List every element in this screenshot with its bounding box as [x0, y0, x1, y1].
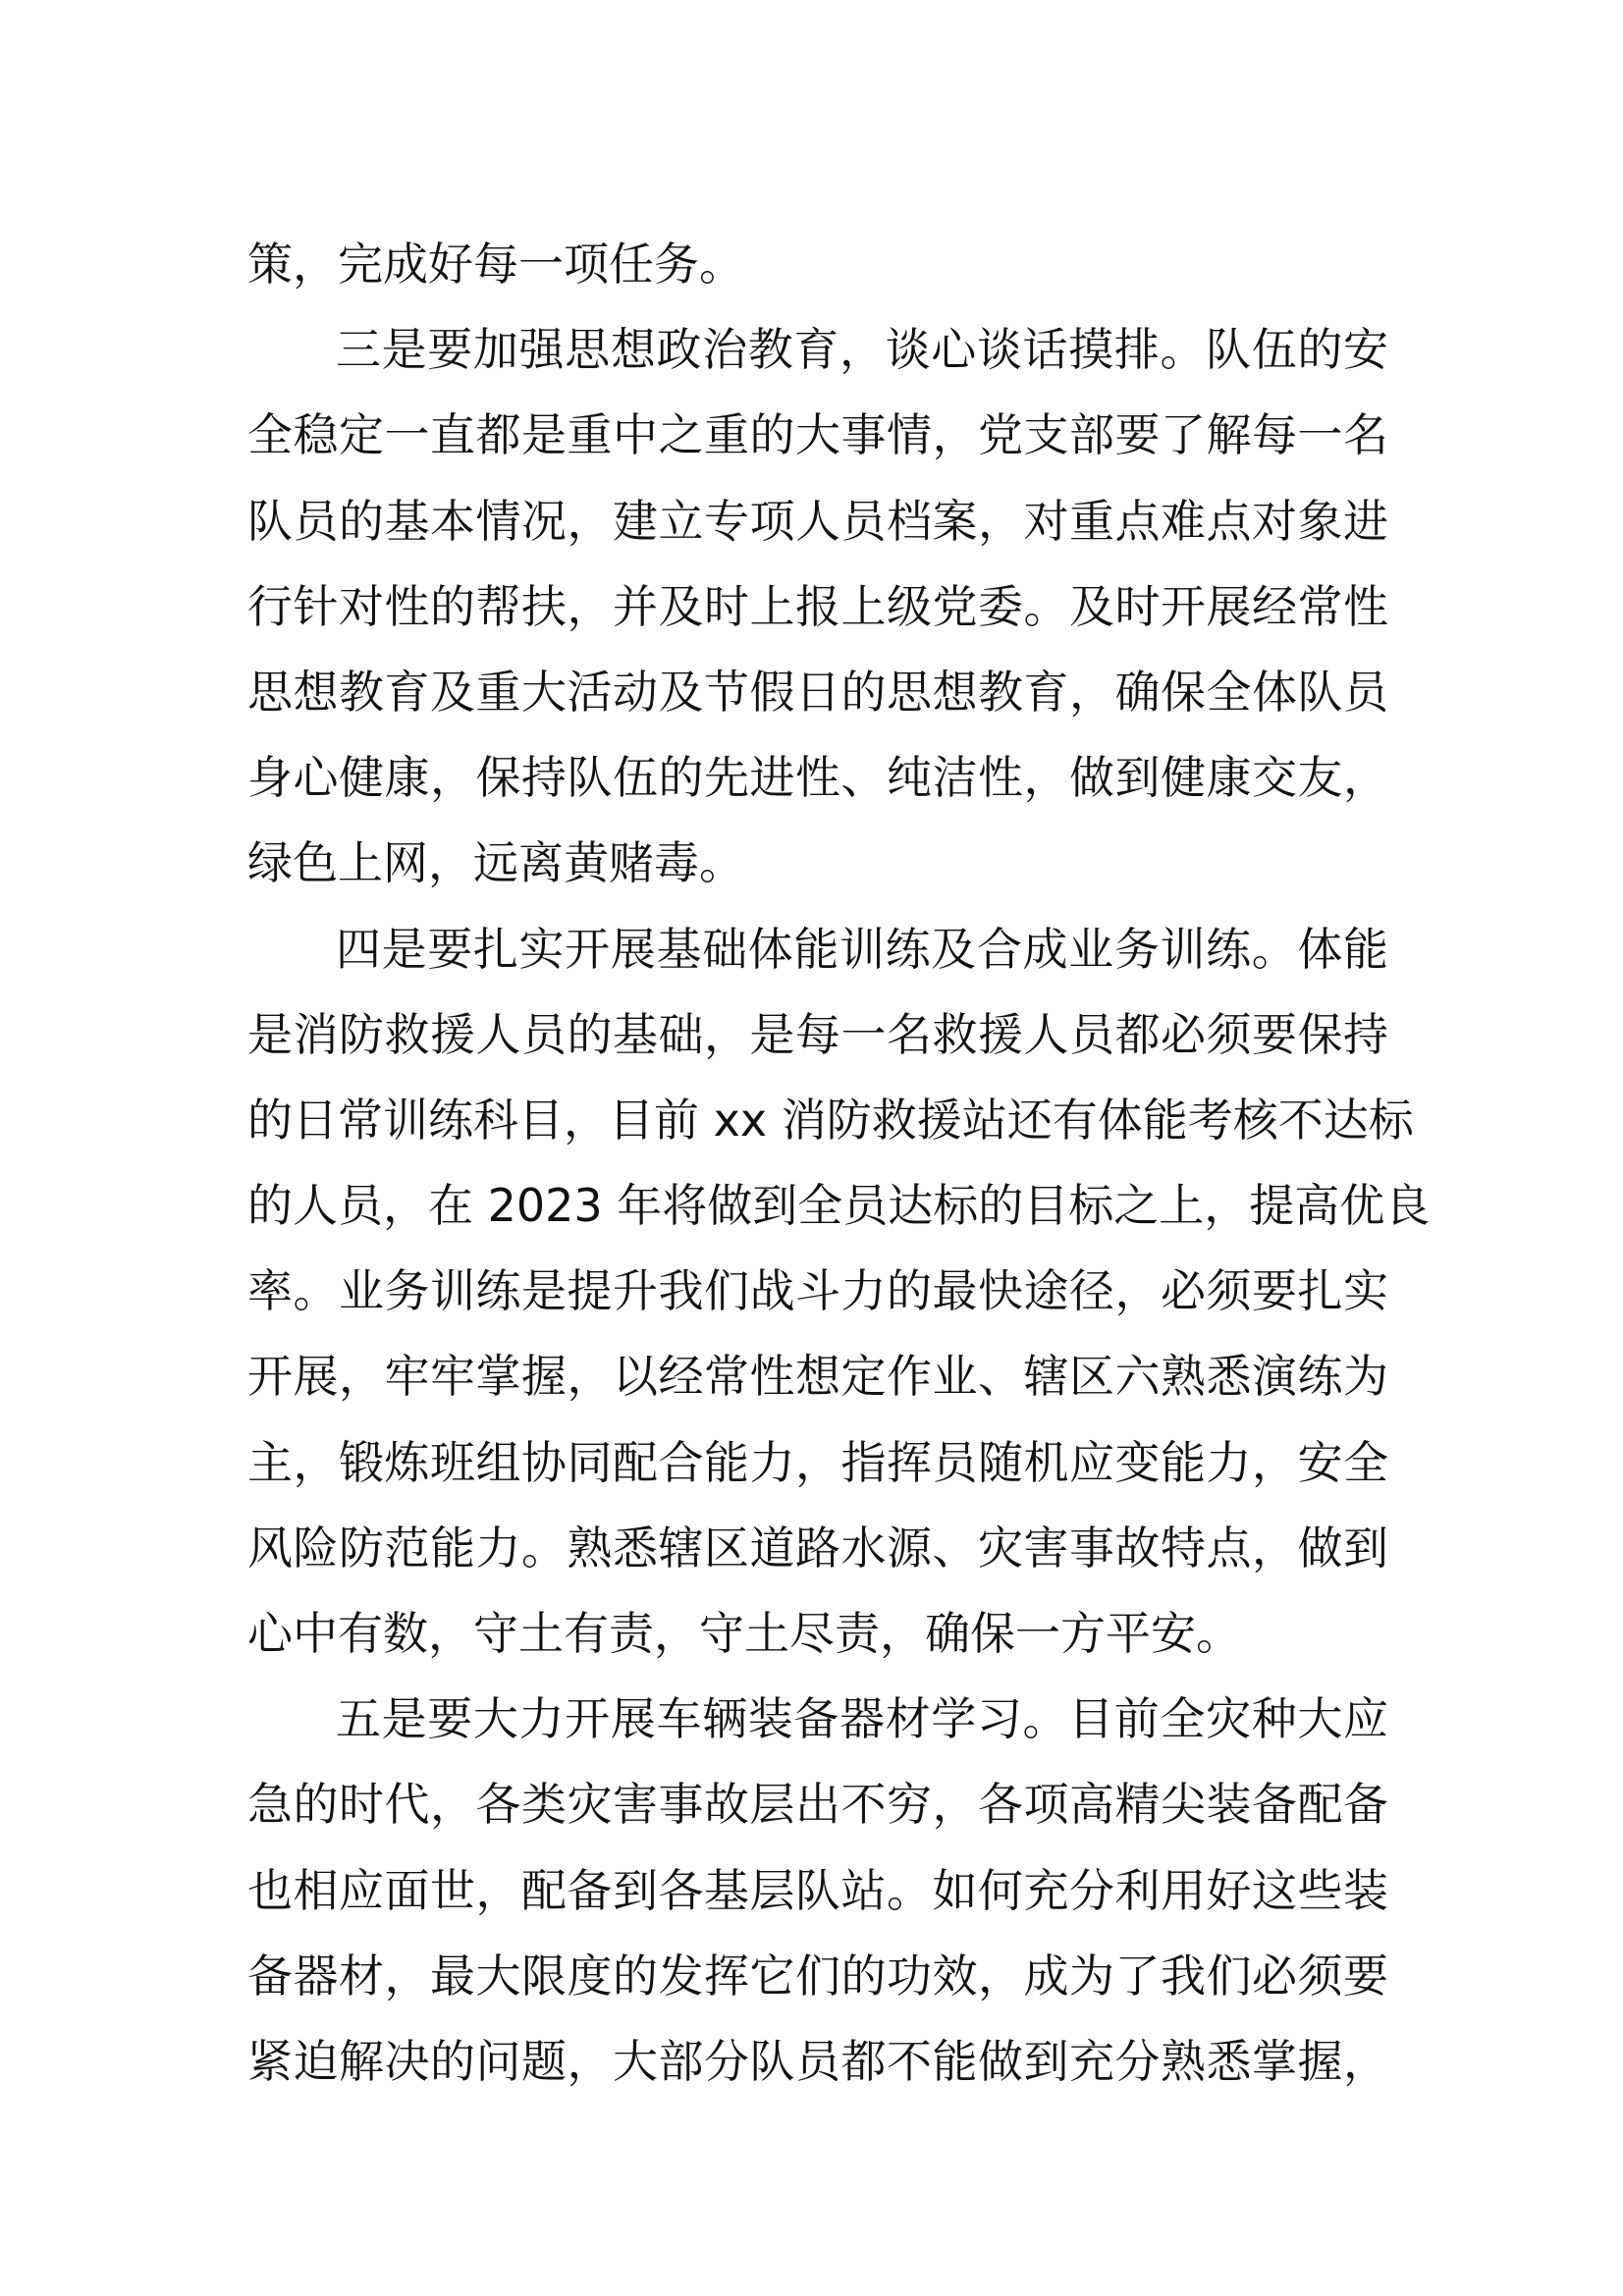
- text-line: 思想教育及重大活动及节假日的思想教育，确保全体队员: [247, 665, 1388, 719]
- text-line: 队员的基本情况，建立专项人员档案，对重点难点对象进: [247, 494, 1388, 548]
- text-line: 三是要加强思想政治教育，谈心谈话摸排。队伍的安: [336, 323, 1388, 377]
- text-line: 心中有数，守土有责，守土尽责，确保一方平安。: [247, 1607, 1241, 1660]
- paragraph: [247, 222, 1388, 307]
- text-line: 急的时代，各类灾害事故层出不穷，各项高精尖装备配备: [247, 1778, 1388, 1832]
- text-line: 是消防救援人员的基础，是每一名救援人员都必须要保持: [247, 1007, 1388, 1061]
- text-line: 的人员，在 2023 年将做到全员达标的目标之上，提高优良: [247, 1179, 1431, 1233]
- text-line: 行针对性的帮扶，并及时上报上级党委。及时开展经常性: [247, 579, 1388, 633]
- document-body: [247, 222, 1431, 2105]
- text-line: 四是要扎实开展基础体能训练及合成业务训练。体能: [336, 922, 1388, 976]
- text-line: 身心健康，保持队伍的先进性、纯洁性，做到健康交友，: [247, 751, 1388, 805]
- text-line: 也相应面世，配备到各基层队站。如何充分利用好这些装: [247, 1863, 1388, 1917]
- text-line: 主，锻炼班组协同配合能力，指挥员随机应变能力，安全: [247, 1435, 1388, 1489]
- text-line: 策，完成好每一项任务。: [247, 238, 744, 291]
- paragraph: [247, 307, 1388, 906]
- text-line: 全稳定一直都是重中之重的大事情，党支部要了解每一名: [247, 408, 1388, 462]
- text-line: 备器材，最大限度的发挥它们的功效，成为了我们必须要: [247, 1949, 1388, 2002]
- text-line: 紧迫解决的问题，大部分队员都不能做到充分熟悉掌握，: [247, 2034, 1388, 2088]
- text-line: 五是要大力开展车辆装备器材学习。目前全灾种大应: [336, 1692, 1388, 1746]
- text-line: 开展，牢牢掌握，以经常性想定作业、辖区六熟悉演练为: [247, 1350, 1388, 1404]
- paragraph: [247, 1677, 1388, 2105]
- text-line: 的日常训练科目，目前 xx 消防救援站还有体能考核不达标: [247, 1093, 1414, 1147]
- text-line: 率。业务训练是提升我们战斗力的最快途径，必须要扎实: [247, 1264, 1388, 1318]
- text-line: 绿色上网，远离黄赌毒。: [247, 836, 744, 890]
- paragraph: [247, 907, 1431, 1678]
- text-line: 风险防范能力。熟悉辖区道路水源、灾害事故特点，做到: [247, 1521, 1388, 1575]
